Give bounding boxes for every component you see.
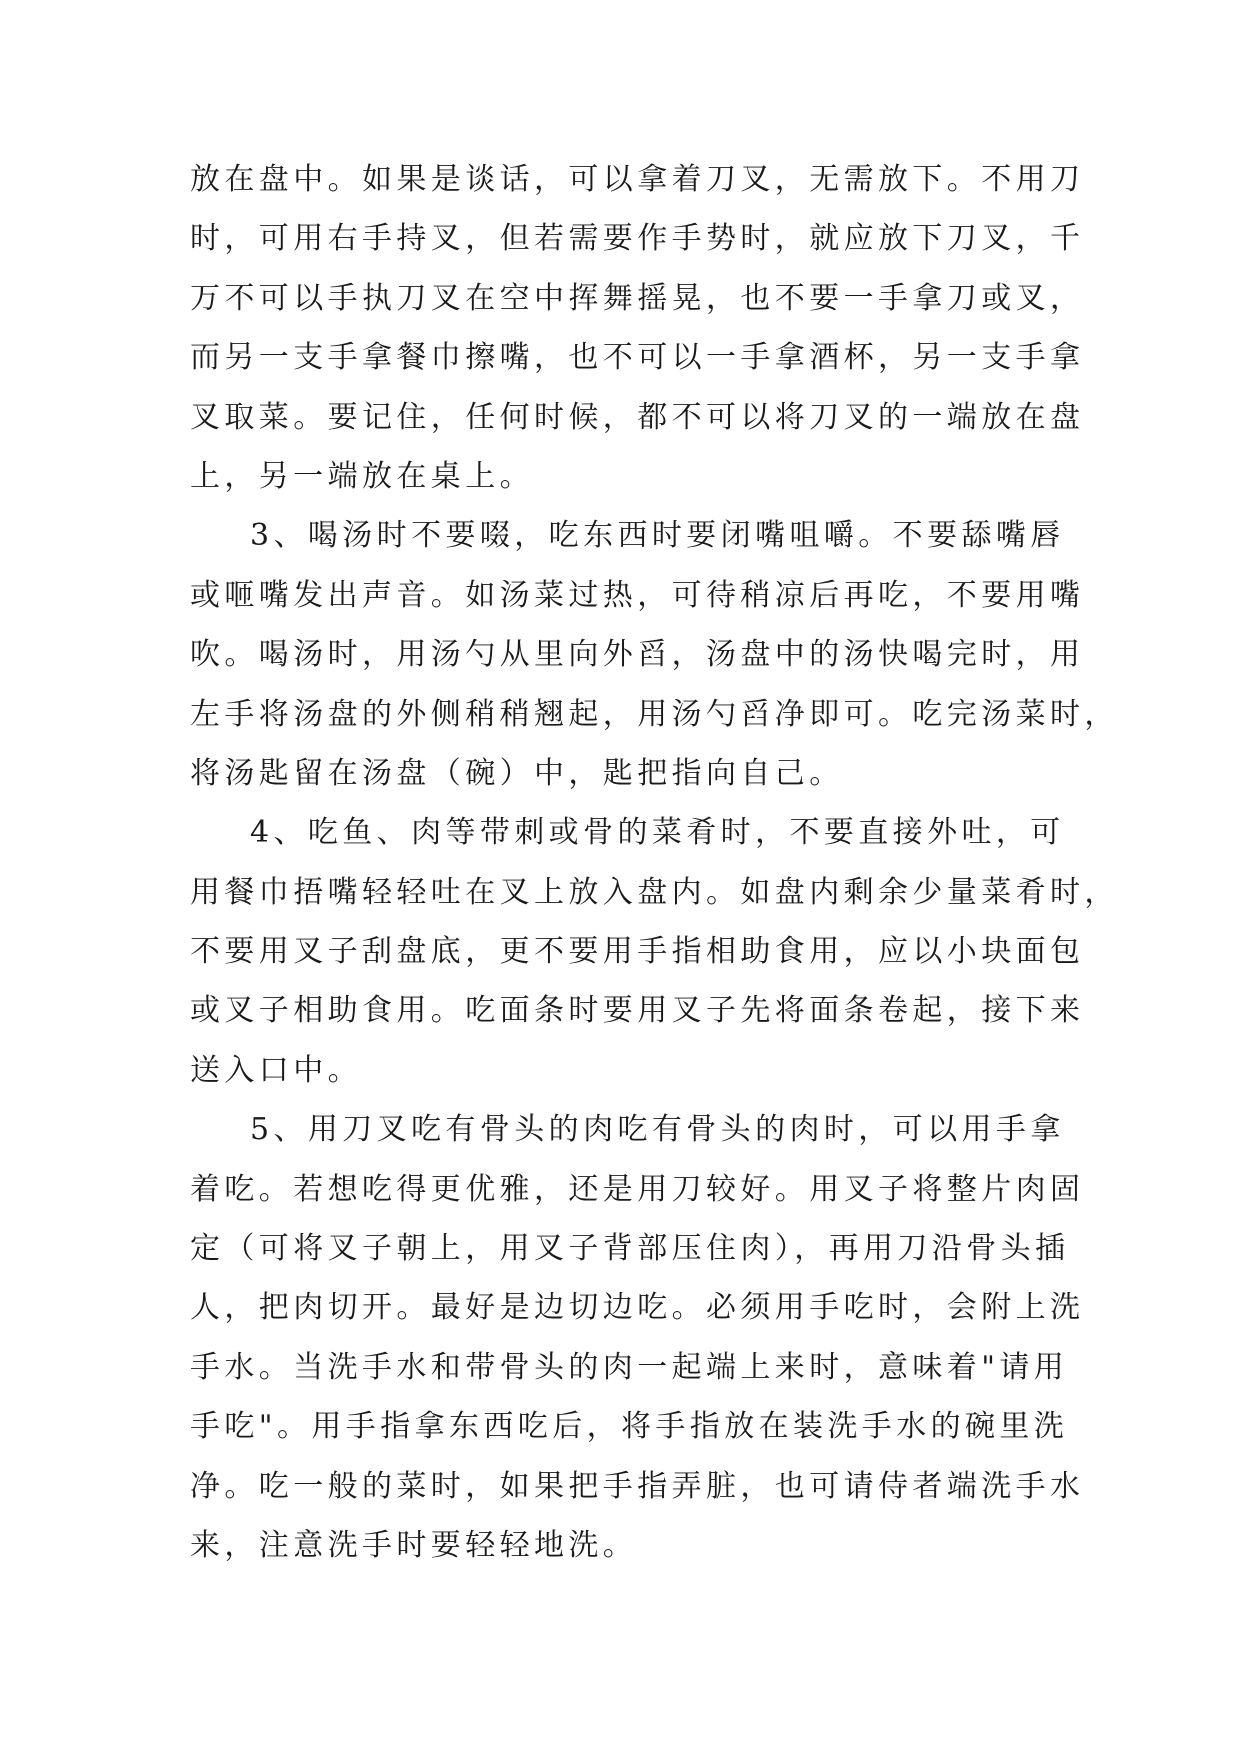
text-line: 而另一支手拿餐巾擦嘴，也不可以一手拿酒杯，另一支手拿 [190,340,1085,376]
text-line: 3、喝汤时不要啜，吃东西时要闭嘴咀嚼。不要舔嘴唇 [250,518,1065,554]
text-line: 着吃。若想吃得更优雅，还是用刀较好。用叉子将整片肉固 [190,1171,1085,1207]
text-line: 或咂嘴发出声音。如汤菜过热，可待稍凉后再吃，不要用嘴 [190,577,1085,613]
text-line: 将汤匙留在汤盘（碗）中，匙把指向自己。 [190,755,844,791]
text-line: 来，注意洗手时要轻轻地洗。 [190,1527,638,1563]
body-text [190,150,1119,1575]
text-line: 手水。当洗手水和带骨头的肉一起端上来时，意味着"请用 [190,1349,1069,1385]
text-line: 或叉子相助食用。吃面条时要用叉子先将面条卷起，接下来 [190,993,1085,1029]
text-line: 4、吃鱼、肉等带刺或骨的菜肴时，不要直接外吐，可 [250,815,1065,851]
text-line: 叉取菜。要记住，任何时候，都不可以将刀叉的一端放在盘 [190,399,1085,435]
text-line: 净。吃一般的菜时，如果把手指弄脏，也可请侍者端洗手水 [190,1468,1085,1504]
text-line: 时，可用右手持叉，但若需要作手势时，就应放下刀叉，千 [190,221,1085,257]
text-line: 吹。喝汤时，用汤勺从里向外舀，汤盘中的汤快喝完时，用 [190,637,1085,673]
text-line: 用餐巾捂嘴轻轻吐在叉上放入盘内。如盘内剩余少量菜肴时， [190,874,1119,910]
text-line: 手吃"。用手指拿东西吃后，将手指放在装洗手水的碗里洗 [190,1409,1069,1445]
text-line: 5、用刀叉吃有骨头的肉吃有骨头的肉时，可以用手拿 [250,1112,1065,1148]
text-line: 不要用叉子刮盘底，更不要用手指相助食用，应以小块面包 [190,934,1085,970]
text-line: 上，另一端放在桌上。 [190,458,534,494]
text-line: 人，把肉切开。最好是边切边吃。必须用手吃时，会附上洗 [190,1290,1085,1326]
text-line: 万不可以手执刀叉在空中挥舞摇晃，也不要一手拿刀或叉， [190,280,1085,316]
text-line: 放在盘中。如果是谈话，可以拿着刀叉，无需放下。不用刀 [190,162,1085,197]
text-line: 定（可将叉子朝上，用叉子背部压住肉），再用刀沿骨头插 [190,1231,1070,1267]
text-line: 送入口中。 [190,1052,362,1088]
text-line: 左手将汤盘的外侧稍稍翘起，用汤勺舀净即可。吃完汤菜时， [190,696,1119,732]
